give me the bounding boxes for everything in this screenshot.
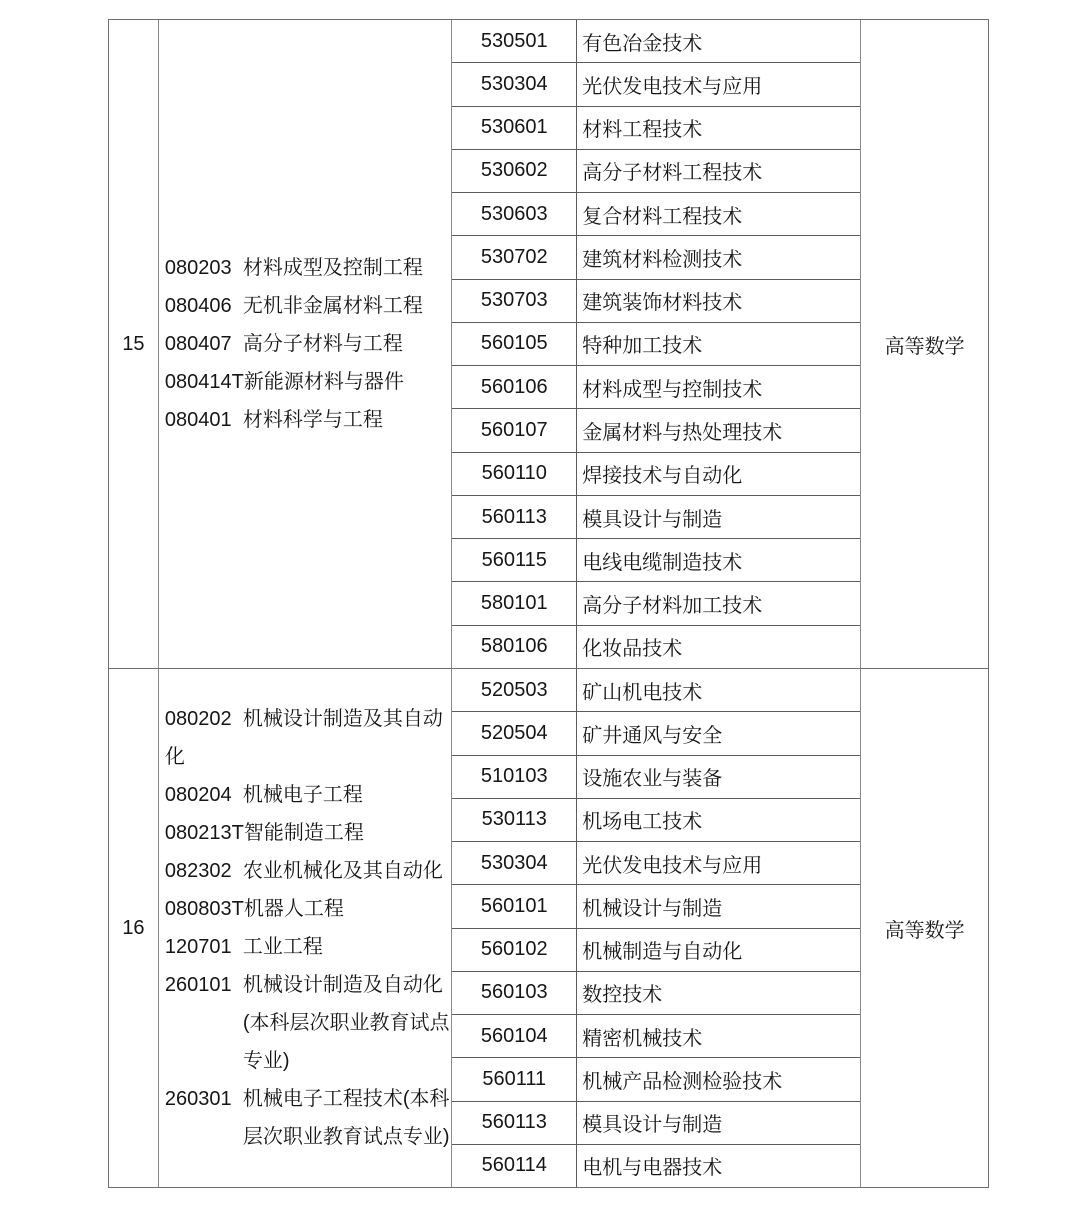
college-major-row xyxy=(452,582,860,625)
undergrad-major-name: 高分子材料与工程 xyxy=(242,333,403,355)
table-row-group-15 xyxy=(109,20,988,668)
exam-subject-cell xyxy=(860,669,988,1187)
college-major-code: 530113 xyxy=(481,808,547,831)
college-major-code: 580101 xyxy=(480,592,548,615)
college-major-name-cell xyxy=(577,323,860,365)
college-major-code: 530304 xyxy=(480,72,548,95)
college-major-name: 机械产品检测检验技术 xyxy=(582,1070,783,1093)
undergrad-major-code: 120701 xyxy=(164,936,232,958)
college-major-code: 560103 xyxy=(480,981,548,1004)
undergrad-major-code: 082302 xyxy=(164,860,232,882)
undergrad-major-line xyxy=(165,890,450,928)
college-major-code: 560113 xyxy=(481,505,547,528)
college-major-code: 560101 xyxy=(480,894,548,917)
college-major-name: 建筑材料检测技术 xyxy=(582,248,743,271)
college-major-name-cell xyxy=(577,929,860,971)
college-major-row xyxy=(452,842,860,885)
undergrad-major-name: 无机非金属材料工程 xyxy=(242,295,423,317)
college-major-name: 矿井通风与安全 xyxy=(582,724,723,747)
college-major-code: 530304 xyxy=(480,851,548,874)
college-major-code-cell xyxy=(452,453,577,495)
college-major-code-cell xyxy=(452,150,577,192)
college-major-name-cell xyxy=(577,1015,860,1057)
college-major-code: 530602 xyxy=(480,159,548,182)
college-major-name-cell xyxy=(577,712,860,754)
college-major-name-cell xyxy=(577,280,860,322)
college-major-row xyxy=(452,236,860,279)
undergrad-major-name: 机械设计制造及自动化(本科层次职业教育试点专业) xyxy=(242,974,450,1072)
exam-subject: 高等数学 xyxy=(884,335,965,358)
college-major-code-cell xyxy=(452,929,577,971)
college-major-name: 模具设计与制造 xyxy=(582,1114,723,1137)
college-major-row xyxy=(452,885,860,928)
college-major-row xyxy=(452,626,860,668)
college-major-code-cell xyxy=(452,366,577,408)
college-major-name: 复合材料工程技术 xyxy=(582,205,743,228)
college-major-name: 机械制造与自动化 xyxy=(582,941,743,964)
college-major-row xyxy=(452,669,860,712)
college-major-name-cell xyxy=(577,972,860,1014)
college-major-code-cell xyxy=(452,323,577,365)
college-major-code-cell xyxy=(452,409,577,451)
row-number-cell xyxy=(109,20,159,668)
college-major-name-cell xyxy=(577,1145,860,1187)
college-major-code: 560114 xyxy=(481,1154,547,1177)
college-major-row xyxy=(452,496,860,539)
college-major-code-cell xyxy=(452,63,577,105)
college-major-code-cell xyxy=(452,1145,577,1187)
undergrad-major-line xyxy=(165,814,450,852)
undergrad-major-code: 080204 xyxy=(164,784,232,806)
college-major-code-cell xyxy=(452,1102,577,1144)
college-major-code-cell xyxy=(452,496,577,538)
college-major-row xyxy=(452,63,860,106)
college-major-code-cell xyxy=(452,626,577,668)
undergrad-major-line xyxy=(165,700,450,776)
undergrad-major-code: 080203 xyxy=(164,257,232,279)
college-major-name-cell xyxy=(577,236,860,278)
undergrad-major-name: 工业工程 xyxy=(242,936,323,958)
undergrad-major-line xyxy=(165,966,450,1080)
college-major-name: 有色冶金技术 xyxy=(582,32,703,55)
undergrad-major-code: 260101 xyxy=(164,974,232,996)
table-row-group-16 xyxy=(109,668,988,1187)
undergrad-major-line xyxy=(165,776,450,814)
undergrad-major-code: 080803T xyxy=(164,898,244,920)
college-major-name: 建筑装饰材料技术 xyxy=(582,292,743,315)
college-major-code-cell xyxy=(452,1015,577,1057)
college-major-code: 560107 xyxy=(480,419,548,442)
college-majors-cell xyxy=(452,669,860,1187)
college-major-name: 特种加工技术 xyxy=(582,335,703,358)
college-major-row xyxy=(452,1015,860,1058)
undergrad-majors-cell xyxy=(159,20,452,668)
college-major-name: 机械设计与制造 xyxy=(582,897,723,920)
college-major-code: 520504 xyxy=(480,721,548,744)
undergrad-major-code: 080414T xyxy=(164,371,244,393)
college-major-code: 560113 xyxy=(481,1111,547,1134)
college-major-code: 560110 xyxy=(481,462,547,485)
college-major-name: 机场电工技术 xyxy=(582,811,703,834)
college-major-name-cell xyxy=(577,63,860,105)
major-exam-mapping-table xyxy=(108,19,989,1188)
college-major-code-cell xyxy=(452,193,577,235)
college-major-row xyxy=(452,280,860,323)
college-major-code-cell xyxy=(452,539,577,581)
college-major-code: 530603 xyxy=(480,202,548,225)
college-major-code-cell xyxy=(452,972,577,1014)
undergrad-major-line xyxy=(165,363,450,401)
college-major-name-cell xyxy=(577,842,860,884)
college-major-row xyxy=(452,20,860,63)
row-number-cell xyxy=(109,669,159,1187)
college-major-code-cell xyxy=(452,756,577,798)
college-major-code-cell xyxy=(452,107,577,149)
college-major-code-cell xyxy=(452,20,577,62)
college-major-row xyxy=(452,1058,860,1101)
college-major-name: 化妆品技术 xyxy=(582,638,683,661)
college-major-name: 光伏发电技术与应用 xyxy=(582,854,763,877)
college-major-code-cell xyxy=(452,1058,577,1100)
college-major-name-cell xyxy=(577,20,860,62)
college-major-code-cell xyxy=(452,885,577,927)
college-major-name: 材料成型与控制技术 xyxy=(582,378,763,401)
college-major-name-cell xyxy=(577,150,860,192)
undergrad-major-code: 080202 xyxy=(164,708,232,730)
college-major-code: 510103 xyxy=(480,765,548,788)
undergrad-major-line xyxy=(165,401,450,439)
college-major-name-cell xyxy=(577,1058,860,1100)
college-major-name-cell xyxy=(577,366,860,408)
undergrad-major-name: 机械设计制造及其自动化 xyxy=(164,708,443,768)
college-major-code: 530703 xyxy=(480,289,548,312)
undergrad-major-name: 机械电子工程 xyxy=(242,784,363,806)
college-major-name-cell xyxy=(577,539,860,581)
undergrad-major-name: 材料科学与工程 xyxy=(242,409,383,431)
college-major-name-cell xyxy=(577,626,860,668)
college-major-name: 精密机械技术 xyxy=(582,1027,703,1050)
college-major-name-cell xyxy=(577,453,860,495)
college-major-row xyxy=(452,712,860,755)
college-majors-cell xyxy=(452,20,860,668)
undergrad-major-name: 新能源材料与器件 xyxy=(243,371,404,393)
undergrad-majors-cell xyxy=(159,669,452,1187)
college-major-row xyxy=(452,453,860,496)
college-major-row xyxy=(452,1145,860,1187)
college-major-name: 设施农业与装备 xyxy=(582,768,723,791)
undergrad-major-code: 080406 xyxy=(164,295,232,317)
college-major-code: 560104 xyxy=(480,1024,548,1047)
college-major-name: 材料工程技术 xyxy=(582,119,703,142)
college-major-name: 金属材料与热处理技术 xyxy=(582,422,783,445)
college-major-row xyxy=(452,539,860,582)
undergrad-major-name: 材料成型及控制工程 xyxy=(242,257,423,279)
college-major-row xyxy=(452,972,860,1015)
college-major-row xyxy=(452,409,860,452)
college-major-code-cell xyxy=(452,712,577,754)
college-major-name-cell xyxy=(577,496,860,538)
college-major-code: 560115 xyxy=(481,548,547,571)
college-major-code: 520503 xyxy=(480,678,548,701)
college-major-row xyxy=(452,150,860,193)
exam-subject-cell xyxy=(860,20,988,668)
undergrad-major-code: 080401 xyxy=(164,409,232,431)
undergrad-major-code: 080407 xyxy=(164,333,232,355)
college-major-name: 焊接技术与自动化 xyxy=(582,465,743,488)
college-major-name: 数控技术 xyxy=(582,984,663,1007)
undergrad-major-name: 机器人工程 xyxy=(243,898,344,920)
college-major-code: 560106 xyxy=(480,375,548,398)
college-major-name: 高分子材料工程技术 xyxy=(582,162,763,185)
college-major-name: 电机与电器技术 xyxy=(582,1157,723,1180)
college-major-name: 矿山机电技术 xyxy=(582,681,703,704)
college-major-code: 560102 xyxy=(480,938,548,961)
undergrad-major-name: 智能制造工程 xyxy=(243,822,364,844)
college-major-code: 560105 xyxy=(480,332,548,355)
undergrad-major-line xyxy=(165,249,450,287)
college-major-name-cell xyxy=(577,193,860,235)
college-major-name: 模具设计与制造 xyxy=(582,508,723,531)
college-major-row xyxy=(452,1102,860,1145)
undergrad-major-code: 260301 xyxy=(164,1088,232,1110)
college-major-row xyxy=(452,929,860,972)
undergrad-major-line xyxy=(165,852,450,890)
college-major-row xyxy=(452,323,860,366)
college-major-code-cell xyxy=(452,669,577,711)
college-major-row xyxy=(452,107,860,150)
undergrad-major-line xyxy=(165,928,450,966)
college-major-code-cell xyxy=(452,799,577,841)
college-major-name-cell xyxy=(577,756,860,798)
college-major-name-cell xyxy=(577,409,860,451)
undergrad-major-code: 080213T xyxy=(164,822,244,844)
college-major-row xyxy=(452,366,860,409)
undergrad-major-line xyxy=(165,1080,450,1156)
college-major-code: 530501 xyxy=(480,29,548,52)
college-major-code: 530702 xyxy=(480,245,548,268)
college-major-row xyxy=(452,799,860,842)
exam-subject: 高等数学 xyxy=(884,919,965,942)
college-major-code-cell xyxy=(452,280,577,322)
undergrad-major-line xyxy=(165,287,450,325)
college-major-name: 光伏发电技术与应用 xyxy=(582,75,763,98)
undergrad-major-name: 农业机械化及其自动化 xyxy=(242,860,443,882)
college-major-name-cell xyxy=(577,669,860,711)
college-major-name: 高分子材料加工技术 xyxy=(582,595,763,618)
undergrad-major-line xyxy=(165,325,450,363)
college-major-name-cell xyxy=(577,799,860,841)
college-major-code-cell xyxy=(452,582,577,624)
college-major-code: 560111 xyxy=(482,1067,547,1090)
college-major-row xyxy=(452,756,860,799)
college-major-code: 530601 xyxy=(480,116,548,139)
college-major-name: 电线电缆制造技术 xyxy=(582,551,743,574)
college-major-code-cell xyxy=(452,842,577,884)
college-major-name-cell xyxy=(577,1102,860,1144)
row-number: 16 xyxy=(122,916,145,939)
college-major-name-cell xyxy=(577,582,860,624)
college-major-row xyxy=(452,193,860,236)
college-major-code: 580106 xyxy=(480,635,548,658)
college-major-name-cell xyxy=(577,107,860,149)
undergrad-major-name: 机械电子工程技术(本科层次职业教育试点专业) xyxy=(242,1088,450,1148)
college-major-name-cell xyxy=(577,885,860,927)
college-major-code-cell xyxy=(452,236,577,278)
row-number: 15 xyxy=(122,332,145,355)
